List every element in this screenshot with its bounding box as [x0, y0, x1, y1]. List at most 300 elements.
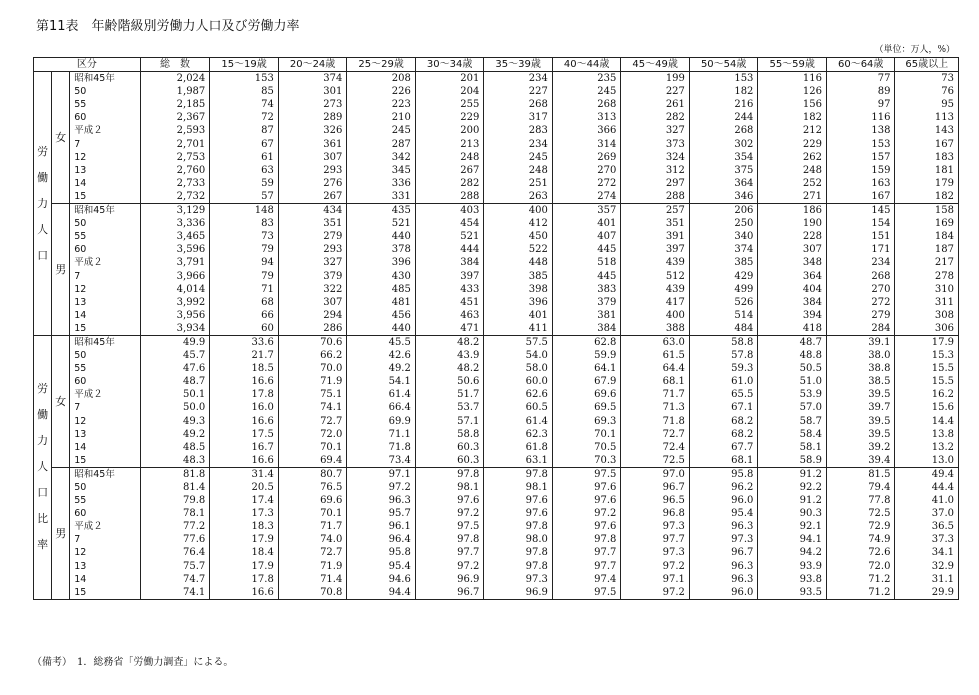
table-cell: 379	[552, 296, 621, 309]
table-cell: 283	[484, 124, 553, 137]
table-cell: 96.1	[347, 520, 416, 533]
year-label: 昭和45年	[70, 204, 141, 218]
table-cell: 397	[415, 270, 484, 283]
table-cell: 229	[415, 111, 484, 124]
table-cell: 45.7	[140, 349, 210, 362]
sex-label: 女	[52, 335, 70, 467]
table-cell: 3,956	[140, 309, 210, 322]
year-label: 50	[70, 85, 141, 98]
table-cell: 76.4	[140, 546, 210, 559]
table-cell: 37.3	[895, 533, 959, 546]
table-cell: 374	[689, 243, 758, 256]
table-cell: 357	[552, 204, 621, 218]
table-cell: 94	[210, 256, 279, 269]
footnote: （備考） 1．総務省「労働力調査」による。	[32, 657, 234, 668]
table-cell: 77.6	[140, 533, 210, 546]
year-label: 14	[70, 177, 141, 190]
year-label: 55	[70, 362, 141, 375]
table-cell: 151	[826, 230, 895, 243]
table-cell: 16.6	[210, 586, 279, 600]
table-cell: 71	[210, 283, 279, 296]
table-cell: 294	[278, 309, 347, 322]
table-cell: 374	[278, 72, 347, 86]
table-cell: 17.8	[210, 388, 279, 401]
table-cell: 401	[484, 309, 553, 322]
table-cell: 97.8	[484, 520, 553, 533]
table-row	[34, 151, 959, 164]
table-cell: 94.2	[758, 546, 827, 559]
table-cell: 113	[895, 111, 959, 124]
table-row	[34, 256, 959, 269]
table-cell: 91.2	[758, 494, 827, 507]
table-cell: 208	[347, 72, 416, 86]
table-cell: 97.3	[484, 573, 553, 586]
table-cell: 77.8	[826, 494, 895, 507]
table-row	[34, 164, 959, 177]
table-cell: 95.4	[347, 560, 416, 573]
table-cell: 2,701	[140, 138, 210, 151]
table-cell: 72.7	[278, 415, 347, 428]
year-label: 55	[70, 494, 141, 507]
page-title: 第11表 年齢階級別労働力人口及び労働力率	[36, 19, 300, 34]
table-cell: 49.2	[347, 362, 416, 375]
table-cell: 288	[415, 190, 484, 204]
table-cell: 63	[210, 164, 279, 177]
table-row	[34, 520, 959, 533]
table-cell: 481	[347, 296, 416, 309]
table-cell: 269	[552, 151, 621, 164]
year-label: 14	[70, 309, 141, 322]
table-cell: 396	[484, 296, 553, 309]
table-cell: 179	[895, 177, 959, 190]
table-cell: 307	[278, 151, 347, 164]
table-cell: 50.0	[140, 401, 210, 414]
table-cell: 96.3	[689, 560, 758, 573]
table-cell: 15.3	[895, 349, 959, 362]
table-cell: 96.3	[689, 573, 758, 586]
table-cell: 71.4	[278, 573, 347, 586]
year-label: 14	[70, 441, 141, 454]
table-cell: 512	[621, 270, 690, 283]
table-cell: 97.7	[415, 546, 484, 559]
table-cell: 284	[826, 322, 895, 336]
header-column: 55～59歳	[758, 58, 827, 72]
table-cell: 62.6	[484, 388, 553, 401]
table-cell: 288	[621, 190, 690, 204]
year-label: 60	[70, 375, 141, 388]
table-cell: 97.6	[552, 481, 621, 494]
table-cell: 59.9	[552, 349, 621, 362]
table-cell: 278	[895, 270, 959, 283]
table-cell: 3,596	[140, 243, 210, 256]
table-cell: 267	[415, 164, 484, 177]
table-cell: 45.5	[347, 335, 416, 349]
table-cell: 60.5	[484, 401, 553, 414]
table-cell: 14.4	[895, 415, 959, 428]
table-cell: 16.0	[210, 401, 279, 414]
table-cell: 234	[484, 138, 553, 151]
table-cell: 417	[621, 296, 690, 309]
table-cell: 306	[895, 322, 959, 336]
table-cell: 463	[415, 309, 484, 322]
table-cell: 48.7	[140, 375, 210, 388]
table-cell: 228	[758, 230, 827, 243]
table-cell: 384	[552, 322, 621, 336]
table-row	[34, 349, 959, 362]
table-cell: 69.6	[552, 388, 621, 401]
table-cell: 70.0	[278, 362, 347, 375]
table-cell: 348	[758, 256, 827, 269]
table-cell: 313	[552, 111, 621, 124]
table-row	[34, 546, 959, 559]
table-cell: 68	[210, 296, 279, 309]
year-label: 15	[70, 190, 141, 204]
table-cell: 49.2	[140, 428, 210, 441]
table-cell: 18.3	[210, 520, 279, 533]
header-column: 30～34歳	[415, 58, 484, 72]
table-row	[34, 507, 959, 520]
table-cell: 39.1	[826, 335, 895, 349]
table-cell: 97.8	[484, 546, 553, 559]
table-cell: 302	[689, 138, 758, 151]
table-cell: 58.0	[484, 362, 553, 375]
table-cell: 48.8	[758, 349, 827, 362]
table-cell: 15.5	[895, 362, 959, 375]
table-cell: 361	[278, 138, 347, 151]
table-cell: 3,465	[140, 230, 210, 243]
table-cell: 97	[826, 98, 895, 111]
table-row	[34, 296, 959, 309]
table-cell: 78.1	[140, 507, 210, 520]
year-label: 12	[70, 415, 141, 428]
table-cell: 169	[895, 217, 959, 230]
table-cell: 76.5	[278, 481, 347, 494]
table-cell: 396	[347, 256, 416, 269]
year-label: 60	[70, 243, 141, 256]
table-cell: 98.0	[484, 533, 553, 546]
table-cell: 53.9	[758, 388, 827, 401]
table-row	[34, 454, 959, 468]
table-cell: 97.7	[621, 533, 690, 546]
table-cell: 96.7	[415, 586, 484, 600]
table-cell: 279	[278, 230, 347, 243]
table-cell: 397	[621, 243, 690, 256]
table-cell: 67.9	[552, 375, 621, 388]
table-cell: 154	[826, 217, 895, 230]
table-cell: 248	[758, 164, 827, 177]
table-row	[34, 270, 959, 283]
table-cell: 34.1	[895, 546, 959, 559]
table-cell: 314	[552, 138, 621, 151]
table-cell: 39.5	[826, 428, 895, 441]
table-cell: 92.1	[758, 520, 827, 533]
table-cell: 403	[415, 204, 484, 218]
table-row	[34, 85, 959, 98]
table-row	[34, 124, 959, 137]
table-cell: 379	[278, 270, 347, 283]
table-cell: 58.8	[689, 335, 758, 349]
table-cell: 383	[552, 283, 621, 296]
table-cell: 17.9	[210, 560, 279, 573]
table-cell: 96.7	[689, 546, 758, 559]
table-cell: 342	[347, 151, 416, 164]
table-cell: 327	[278, 256, 347, 269]
table-cell: 96.4	[347, 533, 416, 546]
table-cell: 65.5	[689, 388, 758, 401]
table-cell: 68.1	[621, 375, 690, 388]
table-cell: 74	[210, 98, 279, 111]
table-row	[34, 283, 959, 296]
table-row	[34, 217, 959, 230]
table-cell: 514	[689, 309, 758, 322]
table-cell: 69.5	[552, 401, 621, 414]
table-cell: 186	[758, 204, 827, 218]
table-cell: 72.5	[826, 507, 895, 520]
table-cell: 57.5	[484, 335, 553, 349]
table-cell: 54.1	[347, 375, 416, 388]
header-column: 総 数	[140, 58, 210, 72]
table-cell: 308	[895, 309, 959, 322]
table-cell: 41.0	[895, 494, 959, 507]
table-cell: 272	[826, 296, 895, 309]
table-cell: 57	[210, 190, 279, 204]
year-label: 12	[70, 283, 141, 296]
year-label: 7	[70, 401, 141, 414]
table-cell: 97.2	[415, 507, 484, 520]
table-cell: 445	[552, 270, 621, 283]
table-cell: 97.2	[347, 481, 416, 494]
table-cell: 72.5	[621, 454, 690, 468]
table-cell: 47.6	[140, 362, 210, 375]
table-cell: 97.2	[621, 586, 690, 600]
table-cell: 270	[826, 283, 895, 296]
table-cell: 245	[484, 151, 553, 164]
year-label: 50	[70, 217, 141, 230]
table-cell: 2,367	[140, 111, 210, 124]
table-cell: 43.9	[415, 349, 484, 362]
table-cell: 71.2	[826, 573, 895, 586]
table-cell: 182	[758, 111, 827, 124]
table-cell: 58.1	[758, 441, 827, 454]
table-row	[34, 309, 959, 322]
table-row	[34, 467, 959, 481]
table-cell: 98.1	[415, 481, 484, 494]
table-cell: 58.7	[758, 415, 827, 428]
table-cell: 70.8	[278, 586, 347, 600]
table-cell: 13.0	[895, 454, 959, 468]
year-label: 50	[70, 481, 141, 494]
table-cell: 39.5	[826, 415, 895, 428]
table-cell: 49.4	[895, 467, 959, 481]
table-cell: 44.4	[895, 481, 959, 494]
table-cell: 49.3	[140, 415, 210, 428]
table-cell: 153	[689, 72, 758, 86]
table-cell: 331	[347, 190, 416, 204]
table-cell: 71.9	[278, 560, 347, 573]
table-row	[34, 362, 959, 375]
table-cell: 97.1	[347, 467, 416, 481]
table-cell: 69.6	[278, 494, 347, 507]
table-cell: 36.5	[895, 520, 959, 533]
header-column: 35～39歳	[484, 58, 553, 72]
table-cell: 351	[278, 217, 347, 230]
table-cell: 97.6	[484, 507, 553, 520]
table-cell: 50.1	[140, 388, 210, 401]
header-column: 60～64歳	[826, 58, 895, 72]
table-cell: 182	[689, 85, 758, 98]
table-cell: 97.1	[621, 573, 690, 586]
table-row	[34, 401, 959, 414]
table-cell: 94.1	[758, 533, 827, 546]
year-label: 13	[70, 428, 141, 441]
table-cell: 450	[484, 230, 553, 243]
table-cell: 70.3	[552, 454, 621, 468]
table-cell: 20.5	[210, 481, 279, 494]
year-label: 55	[70, 98, 141, 111]
year-label: 50	[70, 349, 141, 362]
table-cell: 93.9	[758, 560, 827, 573]
year-label: 13	[70, 560, 141, 573]
table-cell: 3,129	[140, 204, 210, 218]
table-cell: 276	[278, 177, 347, 190]
table-cell: 499	[689, 283, 758, 296]
table-cell: 163	[826, 177, 895, 190]
table-cell: 16.2	[895, 388, 959, 401]
table-row	[34, 177, 959, 190]
table-cell: 307	[758, 243, 827, 256]
table-row	[34, 98, 959, 111]
table-cell: 98.1	[484, 481, 553, 494]
table-cell: 521	[347, 217, 416, 230]
table-cell: 97.8	[415, 467, 484, 481]
table-cell: 83	[210, 217, 279, 230]
table-cell: 324	[621, 151, 690, 164]
table-cell: 73	[210, 230, 279, 243]
table-row	[34, 573, 959, 586]
table-cell: 32.9	[895, 560, 959, 573]
table-cell: 364	[689, 177, 758, 190]
table-cell: 433	[415, 283, 484, 296]
table-cell: 401	[552, 217, 621, 230]
table-cell: 60	[210, 322, 279, 336]
table-cell: 346	[689, 190, 758, 204]
table-cell: 518	[552, 256, 621, 269]
table-cell: 67	[210, 138, 279, 151]
table-cell: 97.5	[552, 586, 621, 600]
table-cell: 96.7	[621, 481, 690, 494]
table-cell: 153	[826, 138, 895, 151]
table-cell: 2,593	[140, 124, 210, 137]
table-cell: 251	[484, 177, 553, 190]
table-cell: 68.2	[689, 415, 758, 428]
table-cell: 440	[347, 230, 416, 243]
table-cell: 272	[552, 177, 621, 190]
year-label: 55	[70, 230, 141, 243]
year-label: 昭和45年	[70, 72, 141, 86]
table-cell: 97.2	[552, 507, 621, 520]
table-cell: 69.4	[278, 454, 347, 468]
table-cell: 235	[552, 72, 621, 86]
table-cell: 97.8	[415, 533, 484, 546]
table-cell: 71.8	[621, 415, 690, 428]
table-cell: 74.7	[140, 573, 210, 586]
table-cell: 63.1	[484, 454, 553, 468]
table-row	[34, 335, 959, 349]
table-cell: 407	[552, 230, 621, 243]
table-cell: 391	[621, 230, 690, 243]
header-column: 45～49歳	[621, 58, 690, 72]
table-cell: 74.1	[140, 586, 210, 600]
year-label: 14	[70, 573, 141, 586]
table-cell: 297	[621, 177, 690, 190]
table-cell: 48.2	[415, 362, 484, 375]
table-cell: 48.7	[758, 335, 827, 349]
table-cell: 72.7	[278, 546, 347, 559]
table-row	[34, 481, 959, 494]
table-row	[34, 441, 959, 454]
table-cell: 2,733	[140, 177, 210, 190]
table-cell: 91.2	[758, 467, 827, 481]
table-cell: 400	[484, 204, 553, 218]
table-cell: 400	[621, 309, 690, 322]
table-cell: 70.6	[278, 335, 347, 349]
year-label: 60	[70, 507, 141, 520]
table-cell: 97.6	[552, 494, 621, 507]
table-cell: 95.4	[689, 507, 758, 520]
table-cell: 4,014	[140, 283, 210, 296]
table-row	[34, 230, 959, 243]
table-cell: 2,760	[140, 164, 210, 177]
table-cell: 94.4	[347, 586, 416, 600]
table-cell: 201	[415, 72, 484, 86]
table-cell: 167	[895, 138, 959, 151]
table-row	[34, 388, 959, 401]
table-cell: 126	[758, 85, 827, 98]
table-cell: 96.8	[621, 507, 690, 520]
table-cell: 72.9	[826, 520, 895, 533]
table-cell: 71.8	[347, 441, 416, 454]
table-cell: 248	[484, 164, 553, 177]
table-cell: 326	[278, 124, 347, 137]
year-label: 平成２	[70, 520, 141, 533]
table-cell: 51.7	[415, 388, 484, 401]
table-cell: 73.4	[347, 454, 416, 468]
table-cell: 48.5	[140, 441, 210, 454]
table-cell: 38.5	[826, 375, 895, 388]
table-cell: 42.6	[347, 349, 416, 362]
table-cell: 96.5	[621, 494, 690, 507]
table-cell: 38.8	[826, 362, 895, 375]
table-cell: 87	[210, 124, 279, 137]
table-cell: 39.2	[826, 441, 895, 454]
table-cell: 96.9	[484, 586, 553, 600]
table-cell: 248	[415, 151, 484, 164]
table-cell: 245	[347, 124, 416, 137]
table-cell: 39.7	[826, 401, 895, 414]
table-cell: 485	[347, 283, 416, 296]
section-label: 労 働 力 人 口 比 率	[34, 335, 52, 599]
header-row	[34, 58, 959, 72]
table-cell: 96.3	[689, 520, 758, 533]
table-cell: 67.1	[689, 401, 758, 414]
table-cell: 66.2	[278, 349, 347, 362]
year-label: 7	[70, 138, 141, 151]
table-cell: 199	[621, 72, 690, 86]
table-body	[34, 72, 959, 600]
table-row	[34, 586, 959, 600]
table-cell: 74.9	[826, 533, 895, 546]
table-cell: 16.7	[210, 441, 279, 454]
